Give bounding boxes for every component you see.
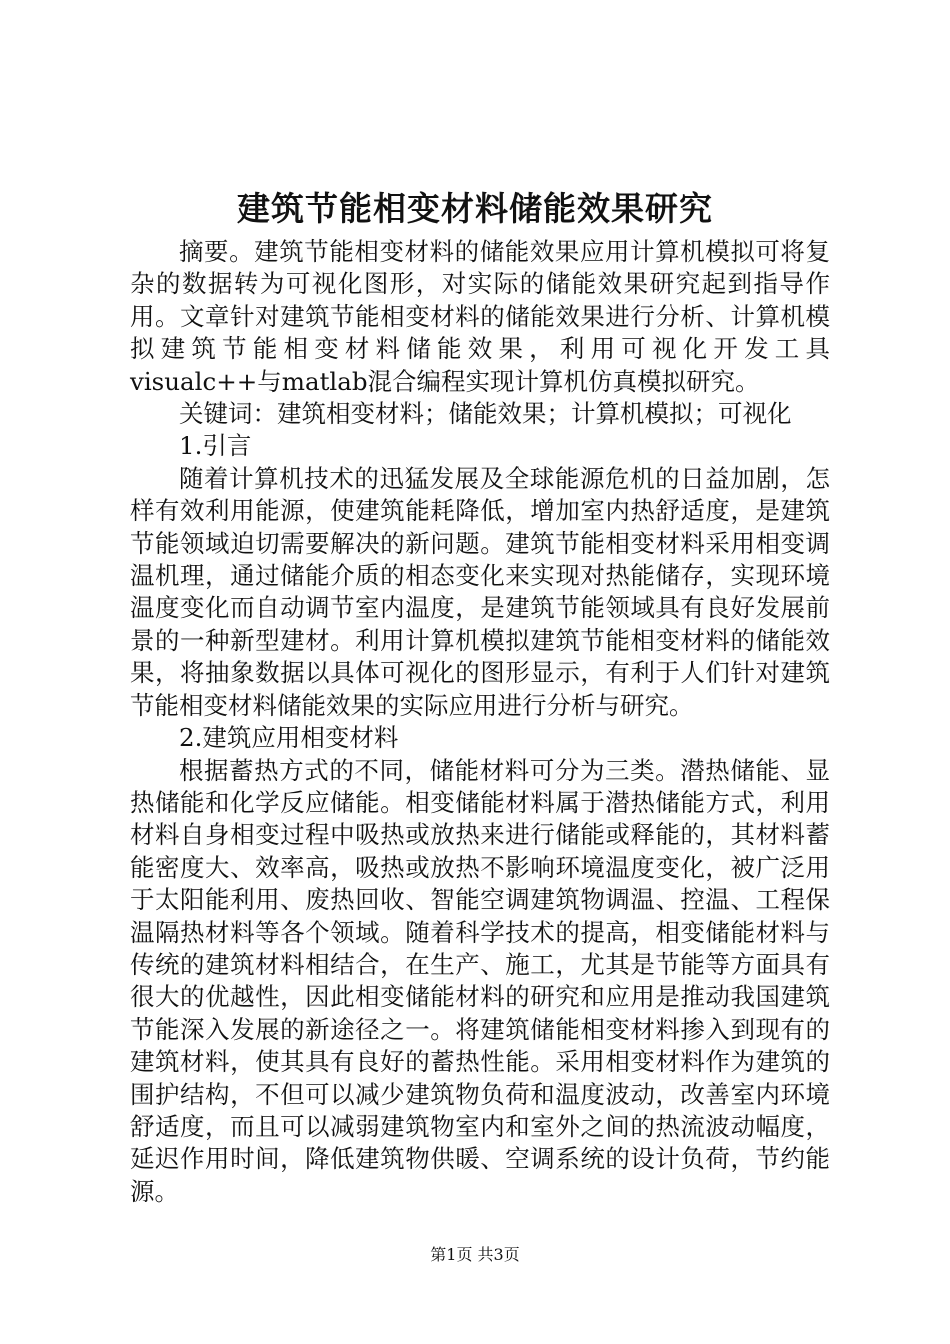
section-heading-materials: 2.建筑应用相变材料 (179, 723, 399, 753)
keywords-paragraph: 关键词：建筑相变材料；储能效果；计算机模拟；可视化 (179, 399, 792, 429)
page-footer: 第1页 共3页 (430, 1245, 520, 1264)
materials-paragraph: 根据蓄热方式的不同，储能材料可分为三类。潜热储能、显热储能和化学反应储能。相变储能材料属于潜热储能方式，利用材料自身相变过程中吸热或放热来进行储能或释能的，其材料蓄能密度大、效率高，吸热或放热不影响环境温度变化，被广泛用于太阳能利用、废热回收、智能空调建筑物调温、控温、工程保温隔热材料等各个领域。随着科学技术的提高，相变储能材料与传统的建筑材料相结合，在生产、施工，尤其是节能等方面具有很大的优越性，因此相变储能材料的研究和应用是推动我国建筑节能深入发展的新途径之一。将建筑储能相变材料掺入到现有的建筑材料，使其具有良好的蓄热性能。采用相变材料作为建筑的围护结构，不但可以减少建筑物负荷和温度波动，改善室内环境舒适度，而且可以减弱建筑物室内和室外之间的热流波动幅度，延迟作用时间，降低建筑物供暖、空调系统的设计负荷，节约能源。 (130, 755, 830, 1206)
abstract-paragraph: 摘要。建筑节能相变材料的储能效果应用计算机模拟可将复杂的数据转为可视化图形，对实际的储能效果研究起到指导作用。文章针对建筑节能相变材料的储能效果进行分析、计算机模拟建筑节能相变材料储能效果，利用可视化开发工具visualc++与matlab混合编程实现计算机仿真模拟研究。 (130, 237, 830, 396)
document-body (130, 236, 830, 1208)
section-heading-introduction: 1.引言 (179, 431, 252, 461)
introduction-paragraph: 随着计算机技术的迅猛发展及全球能源危机的日益加剧，怎样有效利用能源，使建筑能耗降低，增加室内热舒适度，是建筑节能领域迫切需要解决的新问题。建筑节能相变材料采用相变调温机理，通过储能介质的相态变化来实现对热能储存，实现环境温度变化而自动调节室内温度，是建筑节能领域具有良好发展前景的一种新型建材。利用计算机模拟建筑节能相变材料的储能效果，将抽象数据以具体可视化的图形显示，有利于人们针对建筑节能相变材料储能效果的实际应用进行分析与研究。 (130, 463, 830, 720)
document-title: 建筑节能相变材料储能效果研究 (237, 189, 713, 228)
